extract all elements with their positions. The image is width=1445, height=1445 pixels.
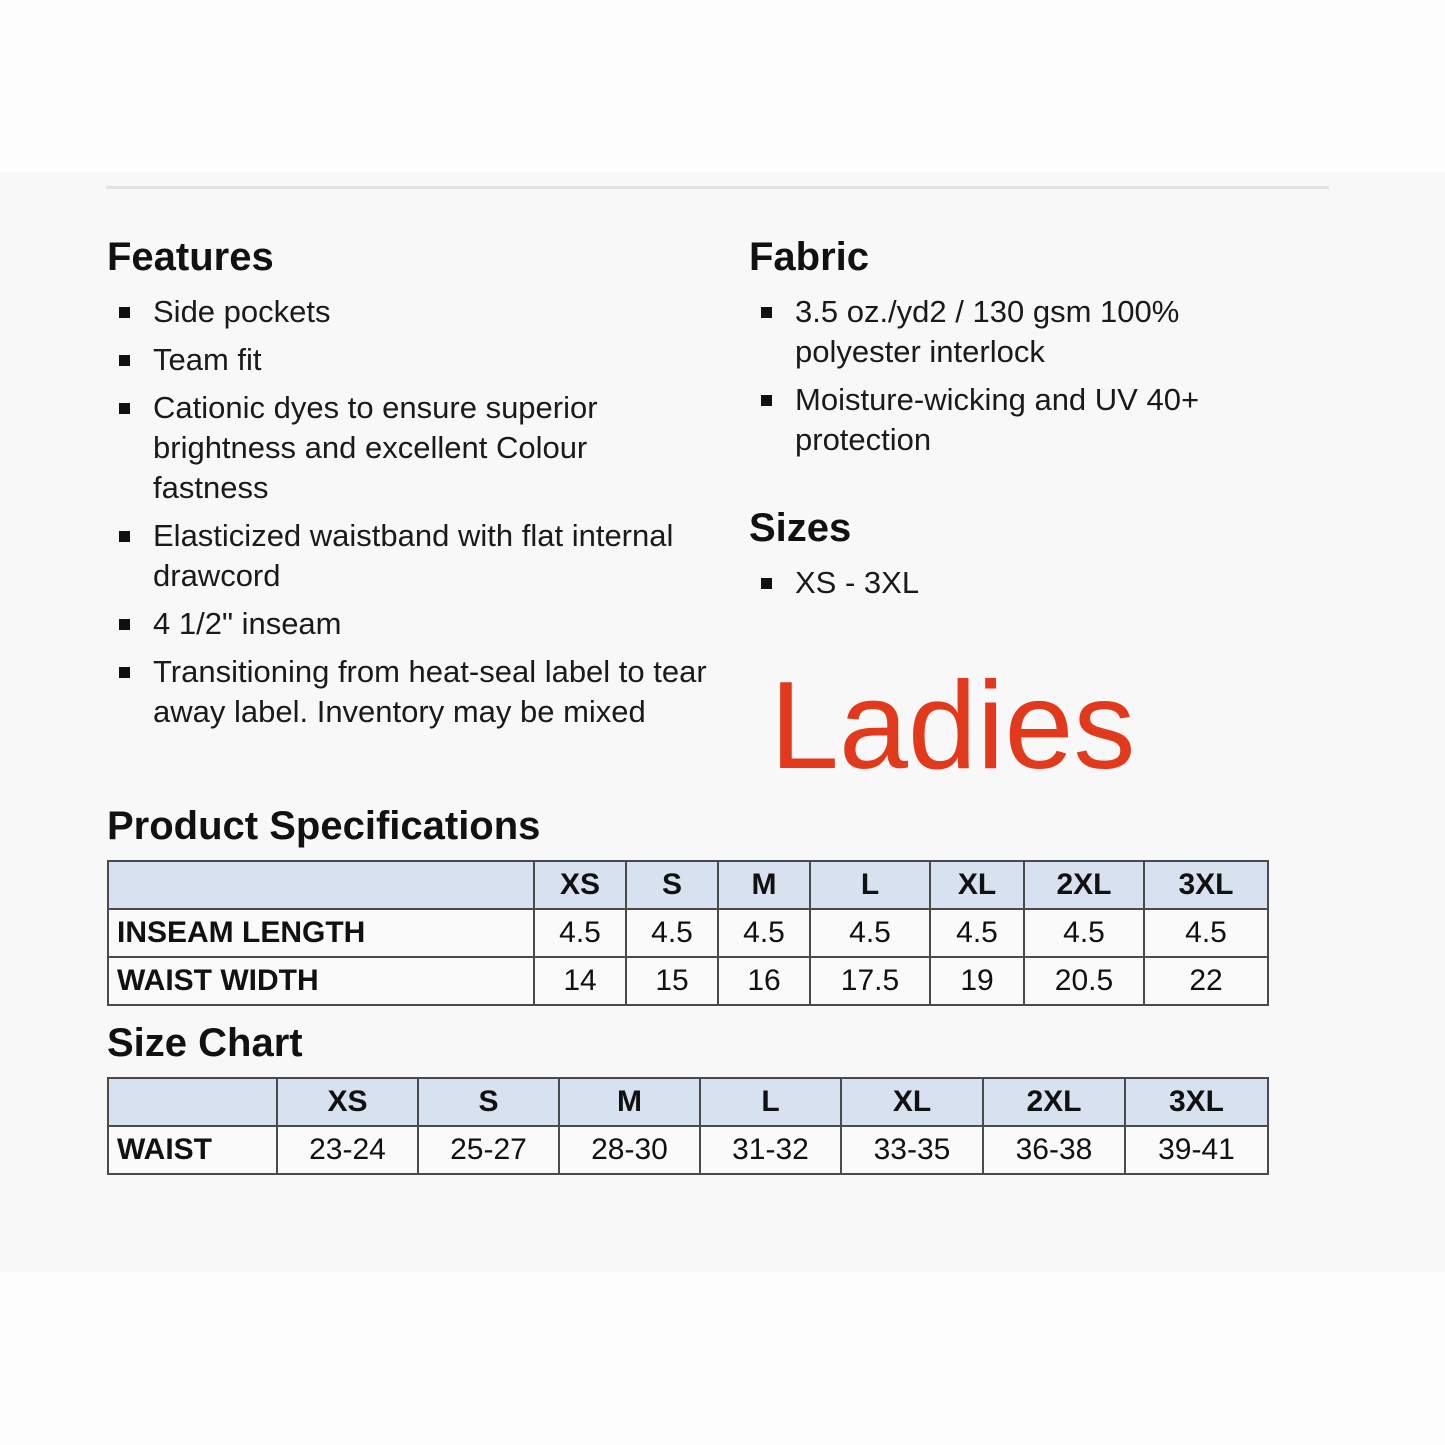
sizes-list xyxy=(749,563,1269,611)
table-cell: 4.5 xyxy=(1144,909,1268,957)
product-specifications-table xyxy=(107,860,1269,1006)
table-row xyxy=(108,957,1268,1005)
table-cell: 15 xyxy=(626,957,718,1005)
column-header: 2XL xyxy=(983,1078,1125,1126)
table-cell: 33-35 xyxy=(841,1126,983,1174)
top-divider xyxy=(106,186,1329,189)
header-corner-cell xyxy=(108,1078,277,1126)
sizes-item: XS - 3XL xyxy=(749,563,1269,603)
table-cell: 17.5 xyxy=(810,957,930,1005)
ladies-label: Ladies xyxy=(770,657,1136,795)
table-cell: 19 xyxy=(930,957,1024,1005)
features-heading: Features xyxy=(107,235,274,279)
product-specifications-heading: Product Specifications xyxy=(107,804,541,848)
features-item: Elasticized waistband with flat internal drawcord xyxy=(107,516,707,596)
sizes-heading: Sizes xyxy=(749,506,852,550)
bullet-square-icon xyxy=(761,578,772,589)
table-cell: 4.5 xyxy=(534,909,626,957)
fabric-heading: Fabric xyxy=(749,235,870,279)
column-header: XL xyxy=(841,1078,983,1126)
features-item: Team fit xyxy=(107,340,707,380)
column-header: XL xyxy=(930,861,1024,909)
table-cell: 39-41 xyxy=(1125,1126,1268,1174)
table-cell: 36-38 xyxy=(983,1126,1125,1174)
table-cell: 4.5 xyxy=(626,909,718,957)
table-cell: 4.5 xyxy=(718,909,810,957)
features-list xyxy=(107,292,707,740)
column-header: S xyxy=(418,1078,559,1126)
table-cell: 23-24 xyxy=(277,1126,418,1174)
row-label: WAIST WIDTH xyxy=(108,957,534,1005)
table-row xyxy=(108,1126,1268,1174)
column-header: S xyxy=(626,861,718,909)
table-row xyxy=(108,909,1268,957)
features-item: 4 1/2" inseam xyxy=(107,604,707,644)
features-item: Side pockets xyxy=(107,292,707,332)
size-chart-heading: Size Chart xyxy=(107,1021,303,1065)
column-header: M xyxy=(718,861,810,909)
row-label: INSEAM LENGTH xyxy=(108,909,534,957)
bullet-square-icon xyxy=(119,619,130,630)
column-header: 3XL xyxy=(1144,861,1268,909)
bullet-square-icon xyxy=(119,531,130,542)
table-cell: 16 xyxy=(718,957,810,1005)
size-chart-table xyxy=(107,1077,1269,1175)
table-cell: 4.5 xyxy=(810,909,930,957)
bullet-square-icon xyxy=(119,403,130,414)
table-cell: 20.5 xyxy=(1024,957,1144,1005)
features-item: Cationic dyes to ensure superior brightness and excellent Colour fastness xyxy=(107,388,707,508)
table-cell: 22 xyxy=(1144,957,1268,1005)
bullet-square-icon xyxy=(119,307,130,318)
fabric-item: 3.5 oz./yd2 / 130 gsm 100% polyester interlock xyxy=(749,292,1269,372)
fabric-list xyxy=(749,292,1269,468)
column-header: 2XL xyxy=(1024,861,1144,909)
column-header: L xyxy=(810,861,930,909)
column-header: L xyxy=(700,1078,841,1126)
bullet-square-icon xyxy=(761,307,772,318)
table-cell: 14 xyxy=(534,957,626,1005)
column-header: XS xyxy=(277,1078,418,1126)
features-item: Transitioning from heat-seal label to tear away label. Inventory may be mixed xyxy=(107,652,707,732)
table-cell: 31-32 xyxy=(700,1126,841,1174)
row-label: WAIST xyxy=(108,1126,277,1174)
table-cell: 28-30 xyxy=(559,1126,700,1174)
table-cell: 4.5 xyxy=(930,909,1024,957)
column-header: 3XL xyxy=(1125,1078,1268,1126)
column-header: M xyxy=(559,1078,700,1126)
column-header: XS xyxy=(534,861,626,909)
table-header-row xyxy=(108,1078,1268,1126)
bullet-square-icon xyxy=(761,395,772,406)
bullet-square-icon xyxy=(119,355,130,366)
bullet-square-icon xyxy=(119,667,130,678)
table-cell: 4.5 xyxy=(1024,909,1144,957)
table-header-row xyxy=(108,861,1268,909)
fabric-item: Moisture-wicking and UV 40+ protection xyxy=(749,380,1269,460)
header-corner-cell xyxy=(108,861,534,909)
table-cell: 25-27 xyxy=(418,1126,559,1174)
